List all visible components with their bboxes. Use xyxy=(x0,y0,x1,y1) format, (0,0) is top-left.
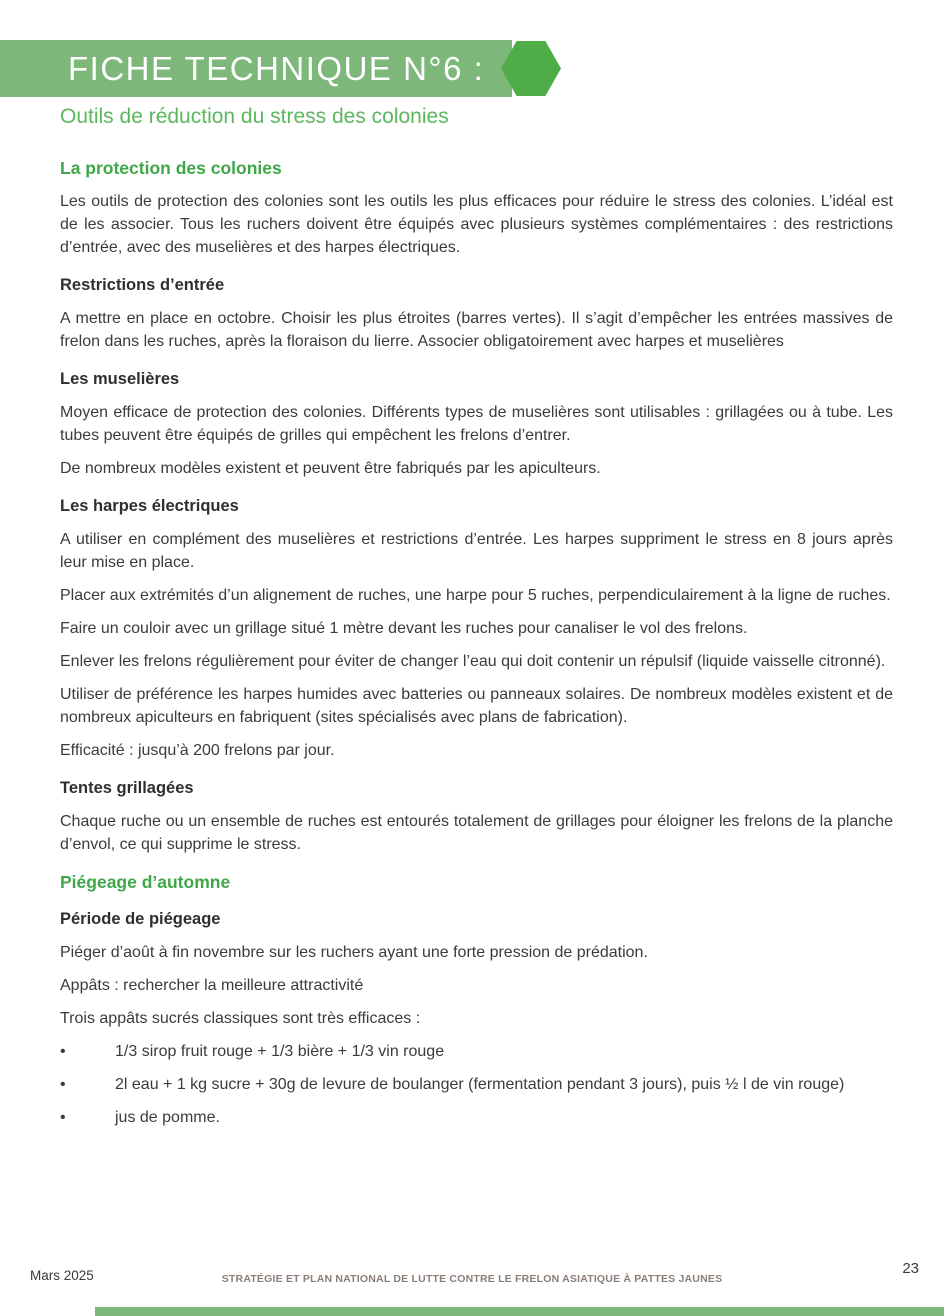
paragraph: Placer aux extrémités d’un alignement de ruches, une harpe pour 5 ruches, perpendiculairement à la ligne de ruches. xyxy=(60,587,891,604)
paragraph: Efficacité : jusqu’à 200 frelons par jour. xyxy=(60,742,335,759)
bullet-dot-icon: • xyxy=(60,1076,66,1093)
bullet-dot-icon: • xyxy=(60,1043,66,1060)
bullet-item xyxy=(60,1073,893,1096)
bullet-item xyxy=(60,1106,893,1129)
paragraph: Enlever les frelons régulièrement pour éviter de changer l’eau qui doit contenir un répulsif (liquide vaisselle citronné). xyxy=(60,653,886,670)
paragraph: De nombreux modèles existent et peuvent être fabriqués par les apiculteurs. xyxy=(60,460,601,477)
bullet-text: jus de pomme. xyxy=(115,1109,220,1126)
header-banner xyxy=(0,40,512,97)
bullet-item xyxy=(60,1040,893,1063)
paragraph: A mettre en place en octobre. Choisir les plus étroites (barres vertes). Il s’agit d’empêcher les entrées massives de frelon dans les ruches, après la floraison du lierre. Associer obligatoirement avec harpes et muselières xyxy=(60,310,893,350)
paragraph: Utiliser de préférence les harpes humides avec batteries ou panneaux solaires. De nombreux modèles existent et de nombreux apiculteurs en fabriquent (sites spécialisés avec plans de fabrication). xyxy=(60,686,893,726)
section-subheading: Restrictions d’entrée xyxy=(60,276,225,294)
paragraph: A utiliser en complément des muselières et restrictions d’entrée. Les harpes suppriment le stress en 8 jours après leur mise en place. xyxy=(60,531,893,571)
section-subheading: Les muselières xyxy=(60,370,180,388)
section-heading-green: La protection des colonies xyxy=(60,158,282,178)
page-number: 23 xyxy=(902,1260,919,1277)
content-blocks xyxy=(0,142,944,1139)
section-subheading: Les harpes électriques xyxy=(60,497,239,515)
section-heading-green: Piégeage d’automne xyxy=(60,872,231,892)
paragraph: Moyen efficace de protection des colonies. Différents types de muselières sont utilisables : grillagées ou à tube. Les tubes peuvent être équipés de grilles qui empêchent les frelons d’entrer. xyxy=(60,404,893,444)
footer-date: Mars 2025 xyxy=(30,1268,94,1283)
bullet-dot-icon: • xyxy=(60,1109,66,1126)
footer-strategy-label: STRATÉGIE ET PLAN NATIONAL DE LUTTE CONTRE LE FRELON ASIATIQUE À PATTES JAUNES xyxy=(221,1273,723,1285)
paragraph: Appâts : rechercher la meilleure attractivité xyxy=(60,977,364,994)
bottom-green-bar xyxy=(95,1307,944,1316)
paragraph: Faire un couloir avec un grillage situé 1 mètre devant les ruches pour canaliser le vol des frelons. xyxy=(60,620,748,637)
page-subtitle: Outils de réduction du stress des colonies xyxy=(60,105,449,128)
paragraph: Les outils de protection des colonies sont les outils les plus efficaces pour réduire le stress des colonies. L’idéal est de les associer. Tous les ruchers doivent être équipés avec plusieurs systèmes complémentaires : des restrictions d’entrée, avec des muselières et des harpes électriques. xyxy=(60,193,893,256)
section-subheading: Tentes grillagées xyxy=(60,779,194,797)
paragraph: Chaque ruche ou un ensemble de ruches est entourés totalement de grillages pour éloigner les frelons de la planche d’envol, ce qui supprime le stress. xyxy=(60,813,893,853)
bullet-text: 1/3 sirop fruit rouge + 1/3 bière + 1/3 vin rouge xyxy=(115,1043,445,1060)
banner-title: FICHE TECHNIQUE N°6 : xyxy=(68,49,485,87)
paragraph: Trois appâts sucrés classiques sont très efficaces : xyxy=(60,1010,421,1027)
bullet-text: 2l eau + 1 kg sucre + 30g de levure de boulanger (fermentation pendant 3 jours), puis ½ l de vin rouge) xyxy=(115,1076,845,1093)
paragraph: Piéger d’août à fin novembre sur les ruchers ayant une forte pression de prédation. xyxy=(60,944,648,961)
section-subheading: Période de piégeage xyxy=(60,910,221,928)
